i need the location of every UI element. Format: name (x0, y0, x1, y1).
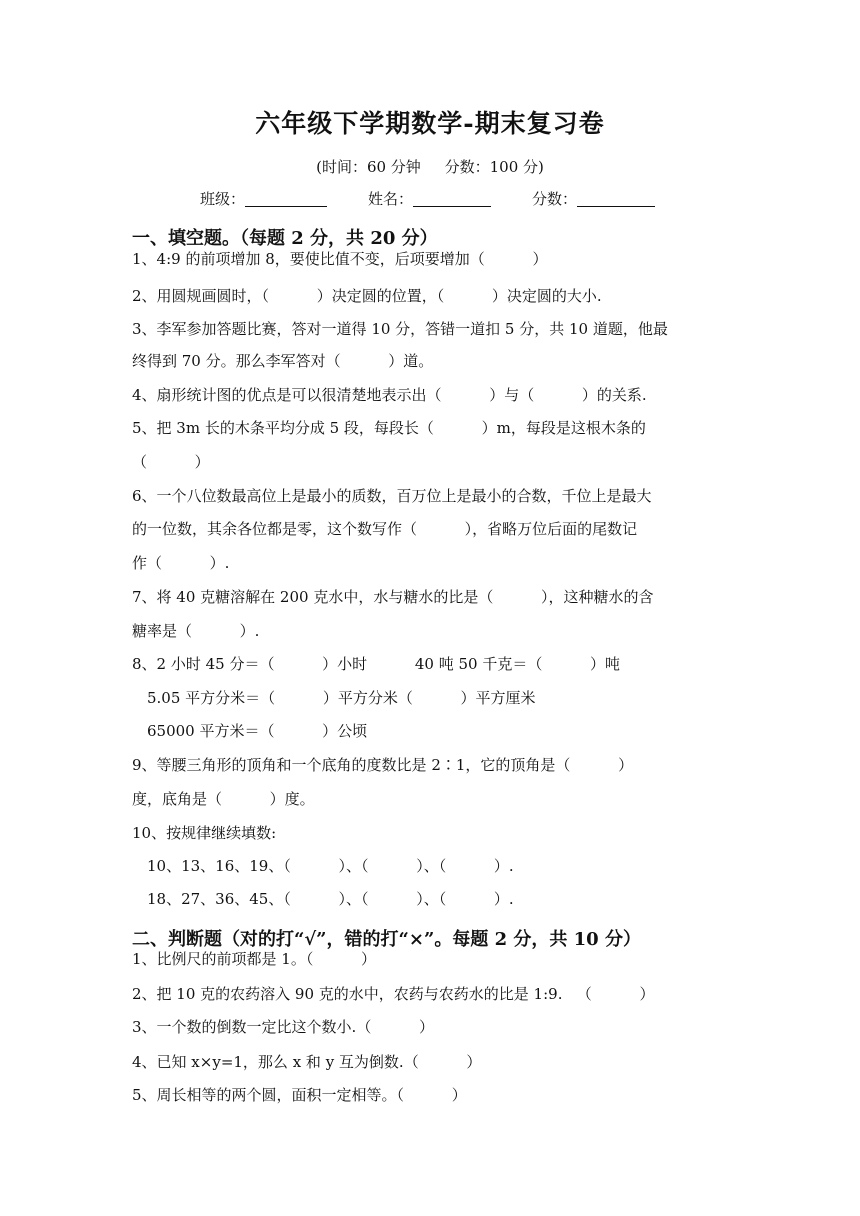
section-1-heading: 一、填空题。（每题 2 分，共 20 分） (132, 228, 438, 249)
fill-question-line: 18、27、36、45、（ ）、（ ）、（ ）. (147, 890, 514, 908)
page-title: 六年级下学期数学-期末复习卷 (255, 109, 605, 138)
fill-question-line: 65000 平方米＝（ ）公顷 (147, 722, 368, 740)
score-field (532, 188, 655, 209)
fill-question-line: 2、用圆规画圆时，（ ）决定圆的位置，（ ）决定圆的大小. (132, 287, 602, 305)
fill-question-line: 3、李军参加答题比赛，答对一道得 10 分，答错一道扣 5 分，共 10 道题，他最 (132, 320, 668, 338)
fill-question-line: 7、将 40 克糖溶解在 200 克水中，水与糖水的比是（ ），这种糖水的含 (132, 588, 654, 606)
fill-question-line: 10、按规律继续填数: (132, 824, 277, 842)
section-2-heading: 二、判断题（对的打“√”，错的打“×”。每题 2 分，共 10 分） (132, 929, 641, 950)
judge-question-line: 5、周长相等的两个圆，面积一定相等。（ ） (132, 1086, 467, 1104)
fill-question-line: 4、扇形统计图的优点是可以很清楚地表示出（ ）与（ ）的关系. (132, 386, 647, 404)
judge-question-line: 3、一个数的倒数一定比这个数小.（ ） (132, 1018, 434, 1036)
fill-question-line: 6、一个八位数最高位上是最小的质数，百万位上是最小的合数，千位上是最大 (132, 487, 652, 505)
fill-question-line: 10、13、16、19、（ ）、（ ）、（ ）. (147, 857, 514, 875)
fill-question-line: 5.05 平方分米＝（ ）平方分米（ ）平方厘米 (147, 689, 536, 707)
score-label: 分数： (532, 190, 578, 208)
class-blank[interactable] (245, 190, 327, 207)
class-label: 班级： (200, 190, 246, 208)
fill-question-line: 终得到 70 分。那么李军答对（ ）道。 (132, 352, 434, 370)
judge-question-line: 1、比例尺的前项都是 1。（ ） (132, 950, 377, 968)
fill-question-line: 度，底角是（ ）度。 (132, 790, 315, 808)
fill-question-line: 5、把 3m 长的木条平均分成 5 段，每段长（ ）m，每段是这根木条的 (132, 419, 646, 437)
fill-question-line: （ ） (132, 453, 210, 471)
name-blank[interactable] (413, 190, 491, 207)
class-field (200, 188, 327, 209)
score-blank[interactable] (577, 190, 655, 207)
name-field (368, 188, 491, 209)
exam-subtitle: (时间：60 分钟 分数：100 分) (316, 158, 544, 176)
fill-question-line: 9、等腰三角形的顶角和一个底角的度数比是 2∶1，它的顶角是（ ） (132, 756, 634, 774)
fill-question-line: 1、4:9 的前项增加 8，要使比值不变，后项要增加（ ） (132, 250, 548, 268)
name-label: 姓名： (368, 190, 414, 208)
fill-question-line: 的一位数，其余各位都是零，这个数写作（ ），省略万位后面的尾数记 (132, 520, 638, 538)
judge-question-line: 2、把 10 克的农药溶入 90 克的水中，农药与农药水的比是 1:9. （ ） (132, 985, 655, 1003)
fill-question-line: 作（ ）. (132, 554, 230, 572)
fill-question-line: 8、2 小时 45 分＝（ ）小时 40 吨 50 千克＝（ ）吨 (132, 655, 620, 673)
judge-question-line: 4、已知 x×y=1，那么 x 和 y 互为倒数.（ ） (132, 1053, 482, 1071)
fill-question-line: 糖率是（ ）. (132, 622, 260, 640)
